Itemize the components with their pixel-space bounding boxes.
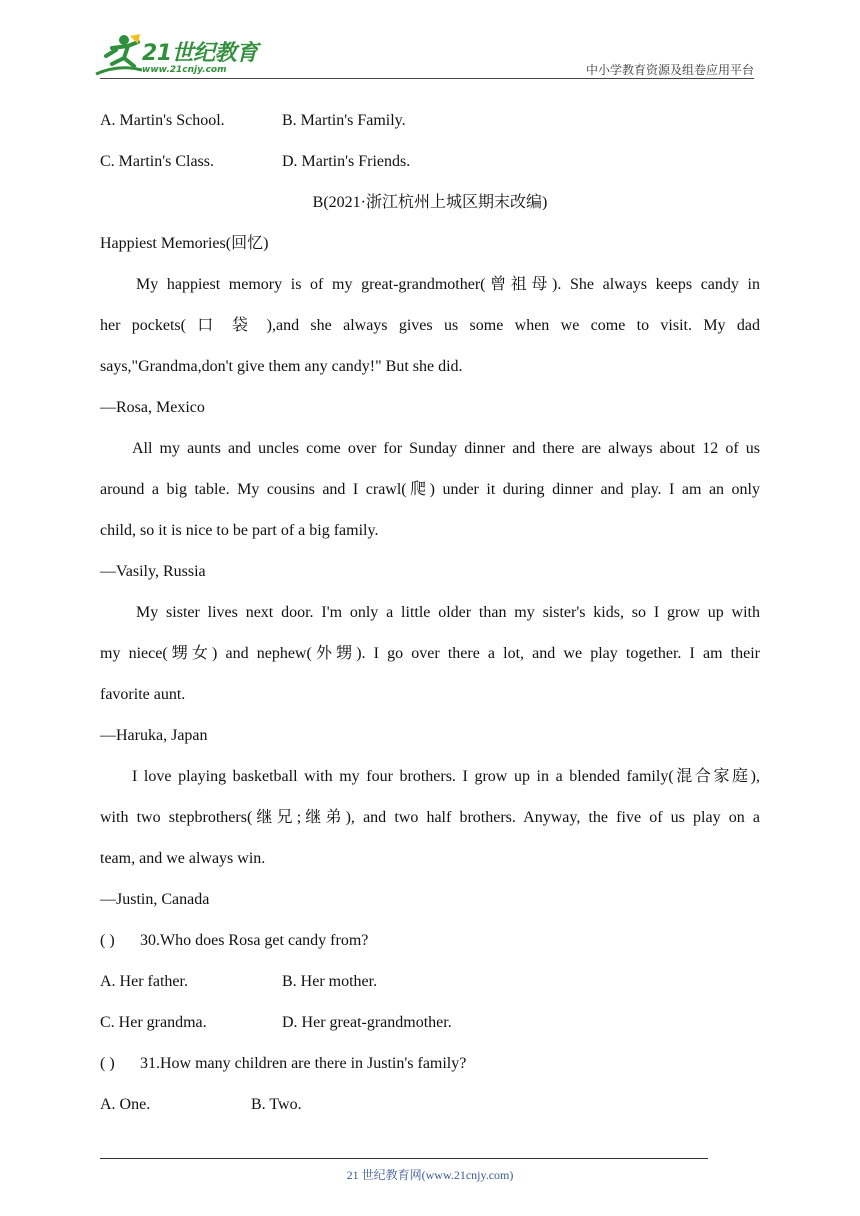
option-d: D. Her great-grandmother. — [282, 1014, 452, 1031]
option-row — [100, 1084, 760, 1125]
paragraph-line: child, so it is nice to be part of a big family. — [100, 522, 379, 539]
paragraph-line: I love playing basketball with my four brothers. I grow up in a blended family(混合家庭), — [132, 768, 760, 785]
question-31 — [100, 1043, 760, 1084]
option-b: B. Her mother. — [282, 973, 378, 990]
paragraph-line: my niece(甥女) and nephew(外甥). I go over there a lot, and we play together. I am their — [100, 645, 760, 662]
paragraph-line: her pockets( 口 袋 ),and she always gives us some when we come to visit. My dad — [100, 317, 760, 334]
option-d: D. Martin's Friends. — [282, 153, 411, 170]
paragraph-line: My sister lives next door. I'm only a little older than my sister's kids, so I grow up with — [136, 604, 760, 621]
paragraph-line: says,"Grandma,don't give them any candy!" But she did. — [100, 358, 463, 375]
option-c: C. Her grandma. — [100, 1014, 207, 1031]
question-text: 31.How many children are there in Justin's family? — [140, 1055, 467, 1072]
option-row — [100, 100, 760, 141]
question-text: 30.Who does Rosa get candy from? — [140, 932, 369, 949]
paragraph-line: My happiest memory is of my great-grandmother(曾祖母). She always keeps candy in — [136, 276, 760, 293]
paragraph-line: All my aunts and uncles come over for Sunday dinner and there are always about 12 of us — [132, 440, 760, 457]
paragraph-line: team, and we always win. — [100, 850, 266, 867]
option-c: C. Martin's Class. — [100, 153, 214, 170]
option-b: B. Martin's Family. — [282, 112, 406, 129]
option-row — [100, 141, 760, 182]
paragraph-line: favorite aunt. — [100, 686, 186, 703]
option-a: A. One. — [100, 1096, 151, 1113]
option-row — [100, 961, 760, 1002]
document-body — [100, 100, 760, 1125]
signature: —Haruka, Japan — [100, 727, 208, 744]
logo-url: www.21cnjy.com — [142, 65, 227, 75]
footer-divider — [100, 1158, 708, 1159]
passage-title: Happiest Memories(回忆) — [100, 235, 269, 252]
section-title: B(2021·浙江杭州上城区期末改编) — [312, 194, 548, 211]
logo-text: 21世纪教育 — [142, 41, 258, 66]
site-logo[interactable] — [94, 34, 264, 80]
signature: —Justin, Canada — [100, 891, 210, 908]
signature: —Rosa, Mexico — [100, 399, 205, 416]
signature: —Vasily, Russia — [100, 563, 206, 580]
runner-logo-icon — [94, 34, 144, 80]
option-a: A. Her father. — [100, 973, 188, 990]
answer-blank[interactable]: ( ) — [100, 932, 115, 949]
footer-text[interactable]: 21 世纪教育网(www.21cnjy.com) — [346, 1168, 514, 1182]
header-divider — [100, 78, 754, 79]
option-b: B. Two. — [251, 1096, 302, 1113]
platform-name: 中小学教育资源及组卷应用平台 — [585, 63, 754, 77]
paragraph-line: around a big table. My cousins and I crawl(爬) under it during dinner and play. I am an only — [100, 481, 760, 498]
option-a: A. Martin's School. — [100, 112, 225, 129]
paragraph-line: with two stepbrothers(继兄;继弟), and two half brothers. Anyway, the five of us play on a — [100, 809, 760, 826]
answer-blank[interactable]: ( ) — [100, 1055, 115, 1072]
question-30 — [100, 920, 760, 961]
page-header — [0, 0, 860, 84]
option-row — [100, 1002, 760, 1043]
